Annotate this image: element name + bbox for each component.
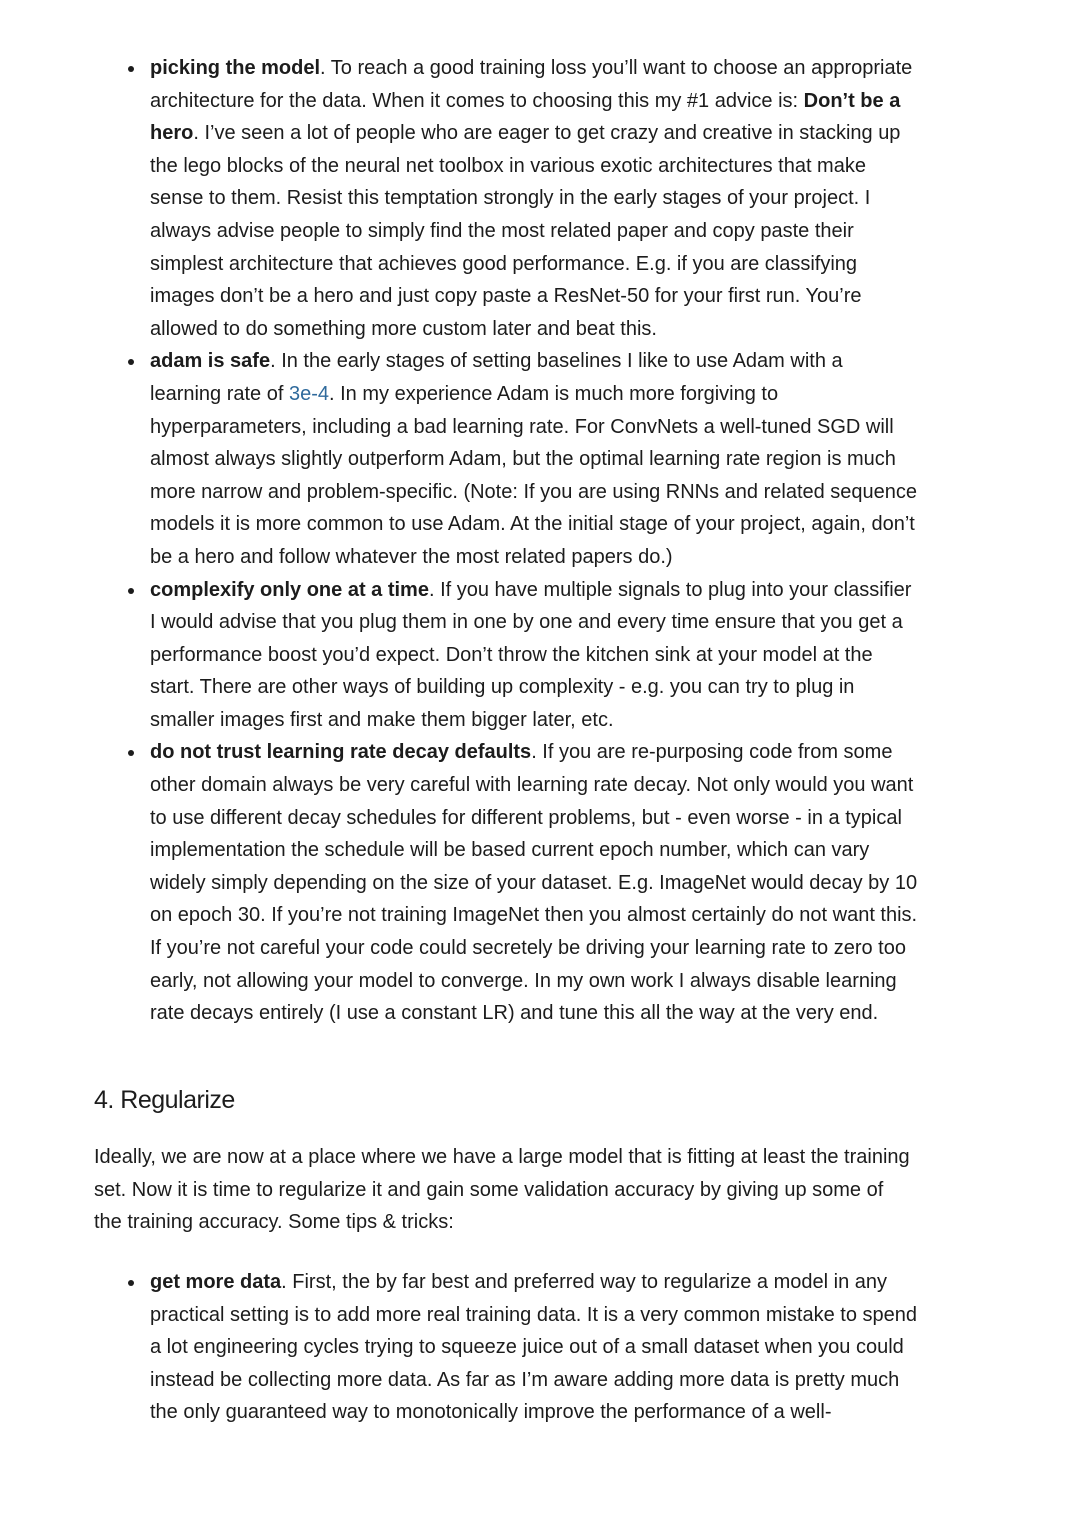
text-line: early, not allowing your model to converge. In my own work I always disable learning — [150, 969, 897, 992]
text-line: picking the model. To reach a good training loss you’ll want to choose an appropriate — [150, 57, 913, 79]
text-line: the only guaranteed way to monotonically improve the performance of a well- — [150, 1401, 832, 1424]
text-line: the lego blocks of the neural net toolbox in various exotic architectures that make — [150, 154, 866, 177]
text-line: get more data. First, the by far best and preferred way to regularize a model in any — [150, 1271, 888, 1293]
bullet-icon — [128, 1280, 134, 1286]
text-line: do not trust learning rate decay defaults. If you are re-purposing code from some — [150, 741, 893, 764]
bullet-term: complexify only one at a time — [150, 578, 429, 601]
text-line: almost always slightly outperform Adam, but the optimal learning rate region is much — [150, 448, 896, 471]
bullet-term: get more data — [150, 1271, 282, 1293]
bullet-term: adam is safe — [150, 350, 271, 373]
learning-rate-link[interactable]: 3e-4 — [288, 382, 330, 405]
text-line: models it is more common to use Adam. At the initial stage of your project, again, don’t — [150, 513, 915, 536]
text-line: allowed to do something more custom later and beat this. — [150, 317, 657, 340]
text-line: more narrow and problem-specific. (Note: If you are using RNNs and related sequence — [150, 480, 918, 503]
list-item-get-more-data — [0, 1266, 1080, 1429]
text-line: rate decays entirely (I use a constant LR) and tune this all the way at the very end. — [150, 1002, 879, 1025]
text-line: always advise people to simply find the most related paper and copy paste their — [150, 219, 854, 242]
text-line: Ideally, we are now at a place where we have a large model that is fitting at least the training — [94, 1146, 910, 1168]
text-line: to use different decay schedules for different problems, but - even worse - in a typical — [150, 806, 902, 829]
section-heading-regularize: 4. Regularize — [94, 1086, 235, 1114]
text-line: practical setting is to add more real training data. It is a very common mistake to spend — [150, 1303, 918, 1326]
bullet-term: picking the model — [150, 57, 321, 79]
text-line: hero. I’ve seen a lot of people who are eager to get crazy and creative in stacking up — [150, 122, 901, 145]
list-item-lr-decay-defaults — [0, 736, 1080, 1029]
text-line: other domain always be very careful with learning rate decay. Not only would you want — [150, 774, 914, 797]
emphasis-text: hero — [150, 122, 194, 145]
emphasis-text: Don’t be a — [803, 89, 901, 112]
text-line: set. Now it is time to regularize it and gain some validation accuracy by giving up some of — [94, 1178, 884, 1201]
list-item-picking-the-model — [0, 52, 1080, 345]
text-line: a lot engineering cycles trying to squeeze juice out of a small dataset when you could — [150, 1336, 904, 1359]
text-line: simplest architecture that achieves good performance. E.g. if you are classifying — [150, 252, 858, 275]
section-4-tips-list — [0, 1266, 1080, 1429]
text-line: adam is safe. In the early stages of setting baselines I like to use Adam with a — [150, 350, 843, 373]
bullet-icon — [128, 66, 134, 72]
bullet-term: do not trust learning rate decay defaults — [150, 741, 532, 764]
bullet-icon — [128, 359, 134, 365]
text-line: complexify only one at a time. If you have multiple signals to plug into your classifier — [150, 578, 912, 601]
list-item-adam-is-safe — [0, 345, 1080, 573]
text-line: smaller images first and make them bigger later, etc. — [150, 708, 614, 731]
text-line: widely simply depending on the size of your dataset. E.g. ImageNet would decay by 10 — [150, 871, 918, 894]
list-item-complexify-one-at-a-time — [0, 574, 1080, 737]
text-line: on epoch 30. If you’re not training ImageNet then you almost certainly do not want this. — [150, 904, 918, 927]
section-4-intro-paragraph — [94, 1141, 910, 1239]
text-line: implementation the schedule will be based current epoch number, which can vary — [150, 839, 870, 862]
bullet-icon — [128, 750, 134, 756]
text-line: start. There are other ways of building up complexity - e.g. you can try to plug in — [150, 676, 855, 699]
text-line: hyperparameters, including a bad learning rate. For ConvNets a well-tuned SGD will — [150, 415, 894, 438]
text-line: be a hero and follow whatever the most related papers do.) — [150, 545, 673, 568]
text-line: I would advise that you plug them in one by one and every time ensure that you get a — [150, 611, 903, 634]
text-line: performance boost you’d expect. Don’t throw the kitchen sink at your model at the — [150, 643, 873, 666]
bullet-icon — [128, 588, 134, 594]
text-line: If you’re not careful your code could secretely be driving your learning rate to zero too — [150, 937, 906, 960]
text-line: the training accuracy. Some tips & tricks: — [94, 1211, 454, 1234]
text-line: instead be collecting more data. As far as I’m aware adding more data is pretty much — [150, 1368, 900, 1391]
text-line: architecture for the data. When it comes to choosing this my #1 advice is: Don’t be a — [150, 89, 901, 112]
text-line: sense to them. Resist this temptation strongly in the early stages of your project. I — [150, 187, 871, 210]
text-line: images don’t be a hero and just copy paste a ResNet-50 for your first run. You’re — [150, 285, 862, 308]
text-line: learning rate of 3e-4. In my experience Adam is much more forgiving to — [150, 382, 779, 405]
section-3-tips-list — [0, 52, 1080, 1030]
